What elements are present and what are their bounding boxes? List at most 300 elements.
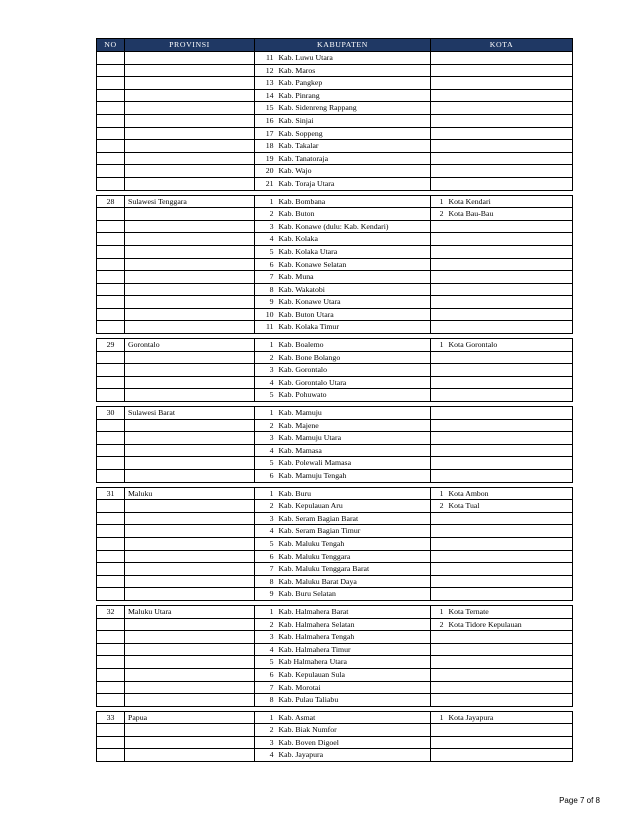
kabupaten-number: 6 — [255, 470, 277, 483]
province-no: 33 — [97, 711, 125, 724]
kabupaten-name: Kab. Sinjai — [277, 114, 431, 127]
kabupaten-number: 14 — [255, 89, 277, 102]
kota-name — [447, 52, 573, 65]
province-no: 29 — [97, 339, 125, 352]
kota-number: 2 — [431, 618, 447, 631]
kota-name — [447, 177, 573, 190]
kota-name — [447, 233, 573, 246]
kota-name — [447, 512, 573, 525]
kabupaten-name: Kab. Biak Numfor — [277, 724, 431, 737]
kabupaten-name: Kab. Bombana — [277, 195, 431, 208]
kota-number — [431, 321, 447, 334]
kabupaten-name: Kab. Kolaka Timur — [277, 321, 431, 334]
province-name — [125, 233, 255, 246]
table-row — [97, 339, 573, 352]
table-row — [97, 749, 573, 762]
kabupaten-number: 20 — [255, 165, 277, 178]
kota-name — [447, 321, 573, 334]
province-name — [125, 749, 255, 762]
province-name — [125, 177, 255, 190]
kabupaten-name: Kab. Pangkep — [277, 77, 431, 90]
kabupaten-name: Kab. Mamuju Utara — [277, 432, 431, 445]
kota-number — [431, 233, 447, 246]
kabupaten-number: 10 — [255, 308, 277, 321]
kota-number: 2 — [431, 208, 447, 221]
kota-name — [447, 296, 573, 309]
kabupaten-number: 2 — [255, 208, 277, 221]
kota-name — [447, 470, 573, 483]
kota-name — [447, 127, 573, 140]
kota-number — [431, 102, 447, 115]
kota-number — [431, 389, 447, 402]
kota-number — [431, 724, 447, 737]
table-row — [97, 177, 573, 190]
kabupaten-number: 3 — [255, 432, 277, 445]
kabupaten-name: Kab. Takalar — [277, 140, 431, 153]
kabupaten-number: 3 — [255, 736, 277, 749]
province-no — [97, 77, 125, 90]
province-no — [97, 271, 125, 284]
table-row — [97, 64, 573, 77]
province-name — [125, 283, 255, 296]
table-row — [97, 537, 573, 550]
province-no — [97, 102, 125, 115]
kota-name — [447, 588, 573, 601]
kota-number: 1 — [431, 195, 447, 208]
kota-number — [431, 525, 447, 538]
table-row — [97, 52, 573, 65]
province-name — [125, 681, 255, 694]
province-name — [125, 77, 255, 90]
kabupaten-name: Kab. Gorontalo — [277, 364, 431, 377]
kota-number — [431, 457, 447, 470]
province-name — [125, 258, 255, 271]
kabupaten-name: Kab. Kolaka — [277, 233, 431, 246]
kabupaten-name: Kab. Maluku Barat Daya — [277, 575, 431, 588]
kota-number — [431, 64, 447, 77]
kabupaten-name: Kab. Pulau Taliabu — [277, 694, 431, 707]
kabupaten-name: Kab. Maluku Tenggara Barat — [277, 563, 431, 576]
province-no — [97, 283, 125, 296]
kota-number: 1 — [431, 711, 447, 724]
kabupaten-number: 3 — [255, 220, 277, 233]
kota-number — [431, 470, 447, 483]
kota-number: 1 — [431, 487, 447, 500]
kota-name — [447, 681, 573, 694]
kabupaten-name: Kab. Bone Bolango — [277, 351, 431, 364]
province-name — [125, 364, 255, 377]
table-row — [97, 258, 573, 271]
province-name — [125, 724, 255, 737]
province-name — [125, 432, 255, 445]
kabupaten-number: 2 — [255, 724, 277, 737]
kabupaten-number: 4 — [255, 525, 277, 538]
kabupaten-number: 4 — [255, 233, 277, 246]
province-no — [97, 736, 125, 749]
kabupaten-number: 16 — [255, 114, 277, 127]
table-row — [97, 140, 573, 153]
kota-number — [431, 177, 447, 190]
kota-name — [447, 220, 573, 233]
province-name — [125, 127, 255, 140]
province-no — [97, 351, 125, 364]
province-name — [125, 308, 255, 321]
kabupaten-name: Kab. Buton — [277, 208, 431, 221]
province-name — [125, 114, 255, 127]
province-no — [97, 64, 125, 77]
province-name — [125, 537, 255, 550]
kota-name — [447, 444, 573, 457]
province-name — [125, 444, 255, 457]
province-no — [97, 457, 125, 470]
region-table — [96, 38, 573, 762]
province-no — [97, 177, 125, 190]
province-name — [125, 588, 255, 601]
kota-number — [431, 296, 447, 309]
kota-number — [431, 89, 447, 102]
province-no — [97, 500, 125, 513]
table-row — [97, 389, 573, 402]
kabupaten-number: 1 — [255, 605, 277, 618]
kabupaten-name: Kab. Gorontalo Utara — [277, 376, 431, 389]
table-row — [97, 736, 573, 749]
kota-number — [431, 308, 447, 321]
kota-number: 1 — [431, 605, 447, 618]
kota-name — [447, 736, 573, 749]
kabupaten-number: 11 — [255, 52, 277, 65]
province-no — [97, 631, 125, 644]
kota-number — [431, 165, 447, 178]
kota-number: 2 — [431, 500, 447, 513]
kota-name — [447, 749, 573, 762]
table-row — [97, 407, 573, 420]
table-row — [97, 245, 573, 258]
province-name — [125, 64, 255, 77]
kota-number — [431, 114, 447, 127]
kabupaten-name: Kab. Halmahera Selatan — [277, 618, 431, 631]
kota-name — [447, 245, 573, 258]
kabupaten-number: 2 — [255, 618, 277, 631]
kota-name — [447, 364, 573, 377]
kabupaten-name: Kab. Mamuju — [277, 407, 431, 420]
kabupaten-number: 8 — [255, 283, 277, 296]
table-row — [97, 195, 573, 208]
kabupaten-name: Kab. Muna — [277, 271, 431, 284]
kabupaten-name: Kab. Konawe Utara — [277, 296, 431, 309]
table-row — [97, 321, 573, 334]
province-no — [97, 537, 125, 550]
table-row — [97, 152, 573, 165]
kota-name: Kota Jayapura — [447, 711, 573, 724]
kabupaten-number: 1 — [255, 407, 277, 420]
kabupaten-name: Kab. Buton Utara — [277, 308, 431, 321]
province-no — [97, 432, 125, 445]
province-name — [125, 165, 255, 178]
kabupaten-name: Kab. Wajo — [277, 165, 431, 178]
table-row — [97, 724, 573, 737]
kabupaten-number: 5 — [255, 457, 277, 470]
province-name — [125, 668, 255, 681]
kota-name — [447, 89, 573, 102]
province-no — [97, 724, 125, 737]
province-no — [97, 550, 125, 563]
header-kabupaten: KABUPATEN — [255, 39, 431, 52]
table-row — [97, 351, 573, 364]
kabupaten-number: 2 — [255, 351, 277, 364]
province-no — [97, 749, 125, 762]
province-name — [125, 245, 255, 258]
kabupaten-name: Kab Halmahera Utara — [277, 656, 431, 669]
province-no — [97, 52, 125, 65]
province-name — [125, 470, 255, 483]
kota-number — [431, 52, 447, 65]
table-row — [97, 656, 573, 669]
kota-name — [447, 308, 573, 321]
table-row — [97, 618, 573, 631]
table-row — [97, 588, 573, 601]
kabupaten-number: 9 — [255, 588, 277, 601]
province-name — [125, 140, 255, 153]
kabupaten-number: 4 — [255, 749, 277, 762]
kota-number — [431, 271, 447, 284]
kota-number — [431, 512, 447, 525]
province-no — [97, 512, 125, 525]
province-no — [97, 165, 125, 178]
kota-number — [431, 736, 447, 749]
kabupaten-name: Kab. Mamuju Tengah — [277, 470, 431, 483]
kabupaten-number: 8 — [255, 694, 277, 707]
province-no — [97, 114, 125, 127]
province-no — [97, 376, 125, 389]
kota-name — [447, 376, 573, 389]
province-no — [97, 563, 125, 576]
kabupaten-number: 2 — [255, 500, 277, 513]
province-no — [97, 470, 125, 483]
kabupaten-name: Kab. Maluku Tengah — [277, 537, 431, 550]
kabupaten-number: 5 — [255, 389, 277, 402]
province-no — [97, 681, 125, 694]
kota-name: Kota Gorontalo — [447, 339, 573, 352]
kabupaten-number: 1 — [255, 339, 277, 352]
kabupaten-name: Kab. Wakatobi — [277, 283, 431, 296]
kota-number — [431, 575, 447, 588]
kota-name — [447, 389, 573, 402]
province-name — [125, 575, 255, 588]
province-no — [97, 152, 125, 165]
kabupaten-name: Kab. Pinrang — [277, 89, 431, 102]
kabupaten-name: Kab. Maluku Tenggara — [277, 550, 431, 563]
table-row — [97, 376, 573, 389]
kabupaten-number: 7 — [255, 681, 277, 694]
kota-name — [447, 140, 573, 153]
header-provinsi: PROVINSI — [125, 39, 255, 52]
kabupaten-name: Kab. Maros — [277, 64, 431, 77]
kabupaten-name: Kab. Tanatoraja — [277, 152, 431, 165]
province-name — [125, 736, 255, 749]
kabupaten-number: 4 — [255, 376, 277, 389]
kota-name — [447, 114, 573, 127]
kabupaten-name: Kab. Konawe (dulu: Kab. Kendari) — [277, 220, 431, 233]
kota-number — [431, 283, 447, 296]
kabupaten-number: 6 — [255, 258, 277, 271]
kota-number — [431, 152, 447, 165]
kabupaten-number: 3 — [255, 631, 277, 644]
kota-number — [431, 258, 447, 271]
province-no — [97, 245, 125, 258]
table-row — [97, 364, 573, 377]
table-row — [97, 500, 573, 513]
province-no — [97, 444, 125, 457]
kota-number — [431, 407, 447, 420]
province-name — [125, 618, 255, 631]
table-row — [97, 89, 573, 102]
province-no — [97, 127, 125, 140]
kabupaten-number: 4 — [255, 643, 277, 656]
province-no — [97, 656, 125, 669]
kabupaten-number: 18 — [255, 140, 277, 153]
kabupaten-name: Kab. Polewali Mamasa — [277, 457, 431, 470]
province-name — [125, 208, 255, 221]
province-name — [125, 500, 255, 513]
table-row — [97, 283, 573, 296]
kabupaten-number: 5 — [255, 656, 277, 669]
table-row — [97, 575, 573, 588]
kota-number — [431, 694, 447, 707]
kota-number — [431, 245, 447, 258]
kabupaten-number: 19 — [255, 152, 277, 165]
kabupaten-number: 5 — [255, 537, 277, 550]
kabupaten-name: Kab. Halmahera Tengah — [277, 631, 431, 644]
province-name — [125, 419, 255, 432]
province-name — [125, 52, 255, 65]
province-no: 32 — [97, 605, 125, 618]
kota-name: Kota Tual — [447, 500, 573, 513]
table-row — [97, 432, 573, 445]
page-number: Page 7 of 8 — [559, 796, 600, 805]
header-no: NO — [97, 39, 125, 52]
kota-name — [447, 563, 573, 576]
province-no — [97, 321, 125, 334]
table-header — [97, 39, 573, 52]
province-name: Maluku — [125, 487, 255, 500]
kabupaten-number: 3 — [255, 364, 277, 377]
kota-number — [431, 550, 447, 563]
kabupaten-name: Kab. Jayapura — [277, 749, 431, 762]
kabupaten-number: 6 — [255, 668, 277, 681]
province-name — [125, 631, 255, 644]
kabupaten-number: 11 — [255, 321, 277, 334]
province-name — [125, 152, 255, 165]
table-row — [97, 681, 573, 694]
kabupaten-name: Kab. Kolaka Utara — [277, 245, 431, 258]
kabupaten-number: 2 — [255, 419, 277, 432]
kabupaten-name: Kab. Halmahera Barat — [277, 605, 431, 618]
table-row — [97, 308, 573, 321]
kabupaten-name: Kab. Boven Digoel — [277, 736, 431, 749]
table-row — [97, 694, 573, 707]
province-name — [125, 457, 255, 470]
table-row — [97, 512, 573, 525]
kota-name — [447, 643, 573, 656]
kabupaten-number: 12 — [255, 64, 277, 77]
kota-number — [431, 351, 447, 364]
province-no: 30 — [97, 407, 125, 420]
kota-number — [431, 643, 447, 656]
kota-name: Kota Tidore Kepulauan — [447, 618, 573, 631]
kabupaten-number: 1 — [255, 487, 277, 500]
kota-number — [431, 140, 447, 153]
province-name: Sulawesi Tenggara — [125, 195, 255, 208]
kabupaten-name: Kab. Seram Bagian Timur — [277, 525, 431, 538]
kabupaten-name: Kab. Buru — [277, 487, 431, 500]
kabupaten-number: 15 — [255, 102, 277, 115]
kabupaten-number: 6 — [255, 550, 277, 563]
province-name — [125, 525, 255, 538]
kabupaten-name: Kab. Mamasa — [277, 444, 431, 457]
table-row — [97, 271, 573, 284]
province-name: Maluku Utara — [125, 605, 255, 618]
province-name — [125, 563, 255, 576]
kota-name — [447, 656, 573, 669]
province-no — [97, 364, 125, 377]
kota-number — [431, 127, 447, 140]
province-no — [97, 694, 125, 707]
province-no — [97, 618, 125, 631]
kota-number — [431, 376, 447, 389]
kota-name — [447, 258, 573, 271]
province-name — [125, 321, 255, 334]
kota-name — [447, 165, 573, 178]
kabupaten-name: Kab. Sidenreng Rappang — [277, 102, 431, 115]
kabupaten-name: Kab. Pohuwato — [277, 389, 431, 402]
kabupaten-number: 8 — [255, 575, 277, 588]
kota-name: Kota Ternate — [447, 605, 573, 618]
kabupaten-number: 7 — [255, 563, 277, 576]
header-kota: KOTA — [431, 39, 573, 52]
table-row — [97, 114, 573, 127]
kota-number — [431, 563, 447, 576]
kota-number: 1 — [431, 339, 447, 352]
table-row — [97, 165, 573, 178]
kabupaten-name: Kab. Luwu Utara — [277, 52, 431, 65]
province-no — [97, 208, 125, 221]
province-no — [97, 588, 125, 601]
kota-name: Kota Ambon — [447, 487, 573, 500]
table-row — [97, 233, 573, 246]
kabupaten-name: Kab. Asmat — [277, 711, 431, 724]
province-name — [125, 376, 255, 389]
table-row — [97, 525, 573, 538]
province-no — [97, 575, 125, 588]
province-no — [97, 258, 125, 271]
province-name: Gorontalo — [125, 339, 255, 352]
province-no — [97, 220, 125, 233]
province-name — [125, 220, 255, 233]
kota-name — [447, 724, 573, 737]
table-row — [97, 102, 573, 115]
table-row — [97, 444, 573, 457]
province-name — [125, 351, 255, 364]
kota-name — [447, 432, 573, 445]
province-no — [97, 525, 125, 538]
kota-name — [447, 77, 573, 90]
kabupaten-name: Kab. Morotai — [277, 681, 431, 694]
table-row — [97, 77, 573, 90]
table-row — [97, 127, 573, 140]
province-name — [125, 389, 255, 402]
province-no — [97, 643, 125, 656]
kabupaten-name: Kab. Soppeng — [277, 127, 431, 140]
